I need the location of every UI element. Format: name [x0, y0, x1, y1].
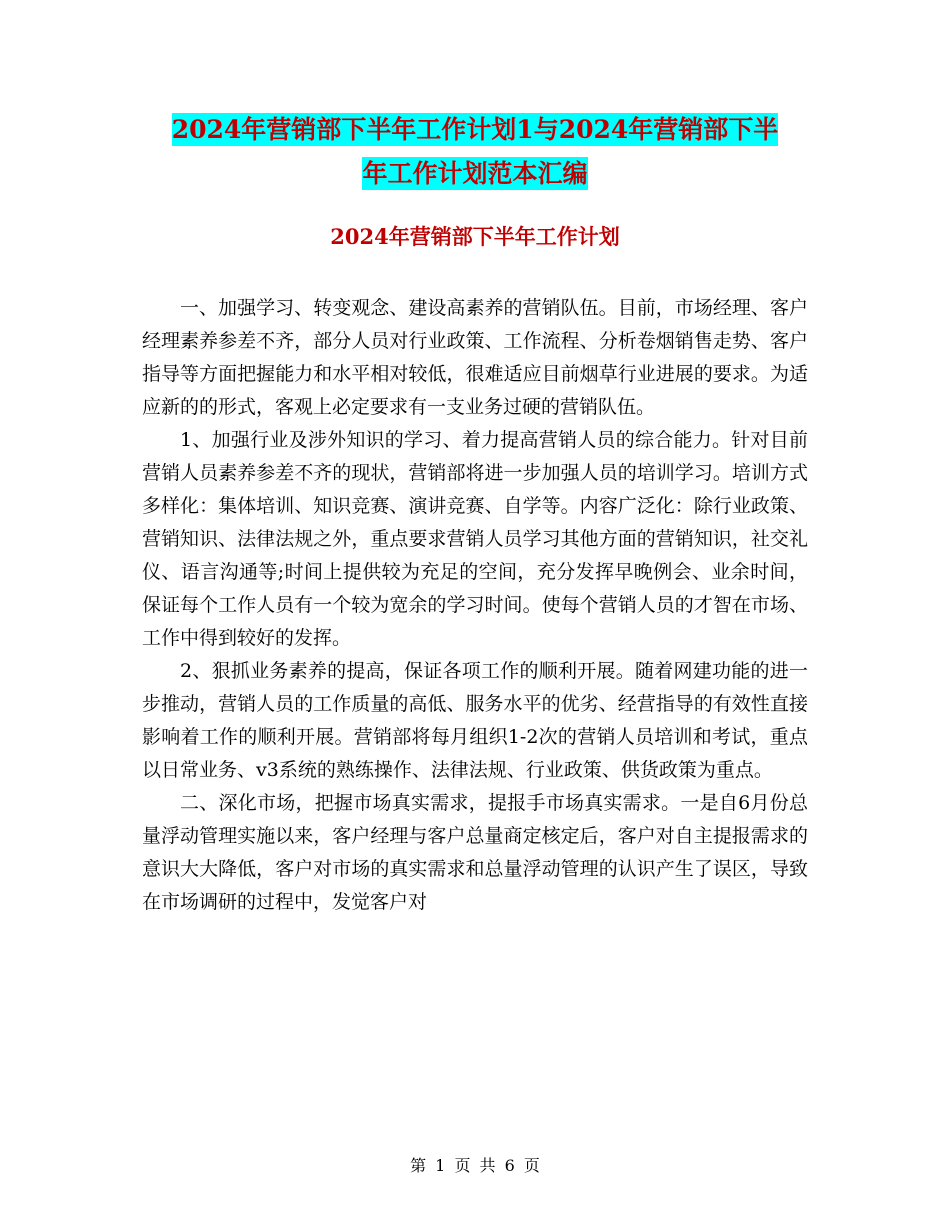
paragraph: 一、加强学习、转变观念、建设高素养的营销队伍。目前，市场经理、客户经理素养参差不齐，部分人员对行业政策、工作流程、分析卷烟销售走势、客户指导等方面把握能力和水平相对较低，很难适应目前烟草行业进展的要求。为适应新的的形式，客观上必定要求有一支业务过硬的营销队伍。 [142, 297, 808, 418]
page-footer: 第 1 页 共 6 页 [410, 1156, 540, 1175]
document-title-line-2: 年工作计划范本汇编 [362, 159, 588, 188]
section-title: 2024年营销部下半年工作计划 [330, 224, 620, 249]
paragraph: 二、深化市场，把握市场真实需求，提报手市场真实需求。一是自6月份总量浮动管理实施以来，客户经理与客户总量商定核定后，客户对自主提报需求的意识大大降低，客户对市场的真实需求和总量浮动管理的认识产生了误区，导致在市场调研的过程中，发觉客户对 [142, 792, 808, 913]
paragraph: 1、加强行业及涉外知识的学习、着力提高营销人员的综合能力。针对目前营销人员素养参差不齐的现状，营销部将进一步加强人员的培训学习。培训方式多样化：集体培训、知识竞赛、演讲竞赛、自学等。内容广泛化：除行业政策、营销知识、法律法规之外，重点要求营销人员学习其他方面的营销知识，社交礼仪、语言沟通等;时间上提供较为充足的空间，充分发挥早晚例会、业余时间，保证每个工作人员有一个较为宽余的学习时间。使每个营销人员的才智在市场、工作中得到较好的发挥。 [142, 429, 808, 649]
document-body [142, 292, 808, 919]
document-title [142, 108, 808, 196]
paragraph: 2、狠抓业务素养的提高，保证各项工作的顺利开展。随着网建功能的进一步推动，营销人员的工作质量的高低、服务水平的优劣、经营指导的有效性直接影响着工作的顺利开展。营销部将每月组织1-2次的营销人员培训和考试，重点以日常业务、v3系统的熟练操作、法律法规、行业政策、供货政策为重点。 [142, 660, 808, 781]
document-title-line-1: 2024年营销部下半年工作计划1与2024年营销部下半 [171, 115, 779, 144]
